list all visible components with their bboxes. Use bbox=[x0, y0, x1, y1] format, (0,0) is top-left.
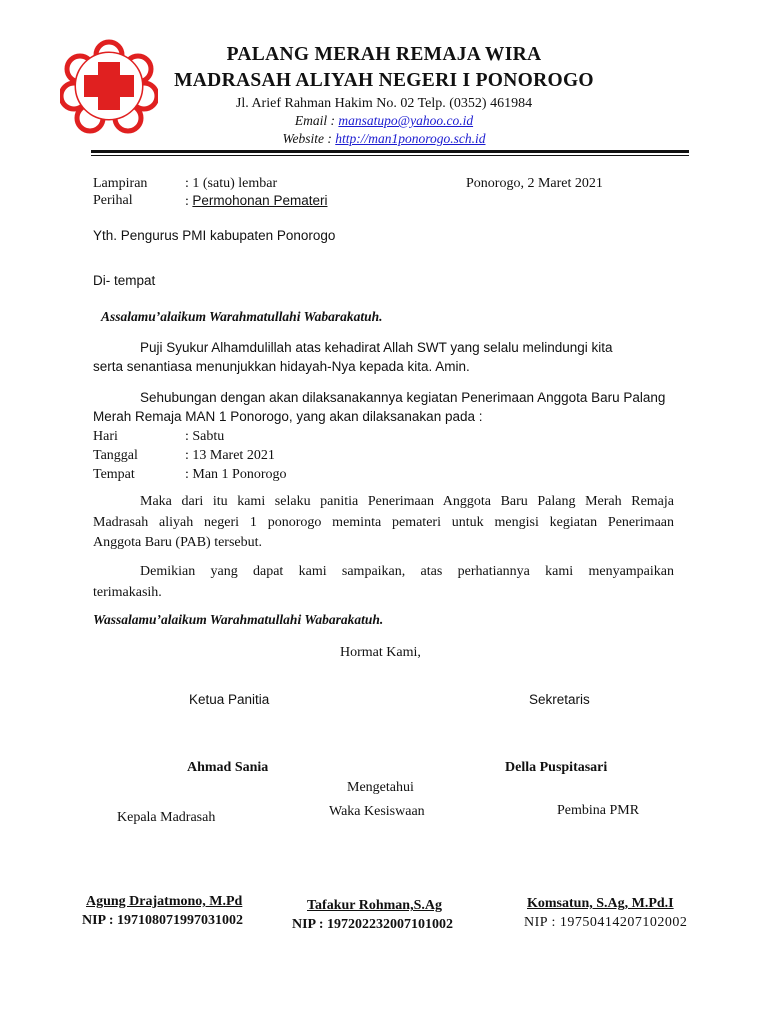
hari-value: : Sabtu bbox=[185, 429, 225, 444]
waka-role: Waka Kesiswaan bbox=[329, 804, 425, 819]
p3-line2: Madrasah aliyah negeri 1 ponorogo meminta pemateri untuk mengisi kegiatan Penerimaan bbox=[93, 514, 674, 530]
perihal-value: Permohonan Pemateri bbox=[192, 193, 328, 208]
website-label: Website : bbox=[282, 131, 336, 146]
org-name-line1: PALANG MERAH REMAJA WIRA bbox=[226, 44, 542, 65]
waka-name: Tafakur Rohman,S.Ag bbox=[307, 898, 442, 913]
email-link[interactable]: mansatupo@yahoo.co.id bbox=[338, 113, 474, 128]
tempat-label: Tempat bbox=[93, 467, 135, 482]
website-link[interactable]: http://man1ponorogo.sch.id bbox=[335, 131, 486, 146]
p3-line1: Maka dari itu kami selaku panitia Penerimaan Anggota Baru Palang Merah Remaja bbox=[140, 494, 674, 509]
email-label: Email : bbox=[294, 113, 339, 128]
p2-line1: Sehubungan dengan akan dilaksanakannya kegiatan Penerimaan Anggota Baru Palang bbox=[140, 390, 666, 405]
kepala-role: Kepala Madrasah bbox=[117, 810, 216, 825]
tanggal-label: Tanggal bbox=[93, 448, 138, 463]
place-date: Ponorogo, 2 Maret 2021 bbox=[466, 176, 603, 191]
ketua-role: Ketua Panitia bbox=[189, 692, 270, 707]
tanggal-value: : 13 Maret 2021 bbox=[185, 448, 275, 463]
org-address: Jl. Arief Rahman Hakim No. 02 Telp. (0352) 461984 bbox=[235, 96, 533, 111]
perihal-label: Perihal bbox=[93, 193, 133, 208]
waka-nip: NIP : 197202232007101002 bbox=[292, 917, 453, 932]
recipient-to: Yth. Pengurus PMI kabupaten Ponorogo bbox=[93, 228, 336, 243]
kepala-name: Agung Drajatmono, M.Pd bbox=[86, 894, 243, 909]
pembina-nip: NIP : 19750414207102002 bbox=[524, 915, 688, 930]
perihal-colon: : bbox=[185, 194, 193, 209]
p1-line1: Puji Syukur Alhamdulillah atas kehadirat Allah SWT yang selalu melindungi kita bbox=[140, 340, 613, 355]
sekretaris-role: Sekretaris bbox=[529, 692, 590, 707]
sekretaris-name: Della Puspitasari bbox=[505, 760, 608, 775]
mengetahui: Mengetahui bbox=[347, 780, 414, 795]
header-divider-thin bbox=[91, 155, 689, 156]
kepala-nip: NIP : 197108071997031002 bbox=[82, 913, 243, 928]
recipient-place: Di- tempat bbox=[93, 273, 156, 288]
p3-paragraph bbox=[93, 492, 674, 554]
p3-line3: Anggota Baru (PAB) tersebut. bbox=[93, 535, 263, 550]
tempat-value: : Man 1 Ponorogo bbox=[185, 467, 287, 482]
lampiran-label: Lampiran bbox=[93, 176, 148, 191]
p2-line2: Merah Remaja MAN 1 Ponorogo, yang akan dilaksanakan pada : bbox=[93, 409, 483, 424]
p4-line2: terimakasih. bbox=[93, 584, 162, 600]
closing-greeting: Wassalamu’alaikum Warahmatullahi Wabarakatuh. bbox=[93, 612, 384, 627]
org-email bbox=[0, 113, 768, 129]
org-website bbox=[0, 131, 768, 147]
perihal bbox=[185, 193, 327, 210]
org-name-line2: MADRASAH ALIYAH NEGERI I PONOROGO bbox=[174, 70, 594, 91]
hari-label: Hari bbox=[93, 429, 118, 444]
header-divider-thick bbox=[91, 150, 689, 153]
p1-line2: serta senantiasa menunjukkan hidayah-Nya kepada kita. Amin. bbox=[93, 359, 470, 374]
hormat-kami: Hormat Kami, bbox=[340, 645, 421, 660]
ketua-name: Ahmad Sania bbox=[187, 760, 269, 775]
p4-line1: Demikian yang dapat kami sampaikan, atas perhatiannya kami menyampaikan bbox=[140, 564, 674, 579]
pembina-role: Pembina PMR bbox=[557, 803, 640, 818]
pembina-name: Komsatun, S.Ag, M.Pd.I bbox=[527, 896, 674, 911]
lampiran-value: : 1 (satu) lembar bbox=[185, 176, 278, 191]
p4-paragraph bbox=[93, 562, 674, 603]
opening-greeting: Assalamu’alaikum Warahmatullahi Wabarakatuh. bbox=[101, 309, 383, 324]
